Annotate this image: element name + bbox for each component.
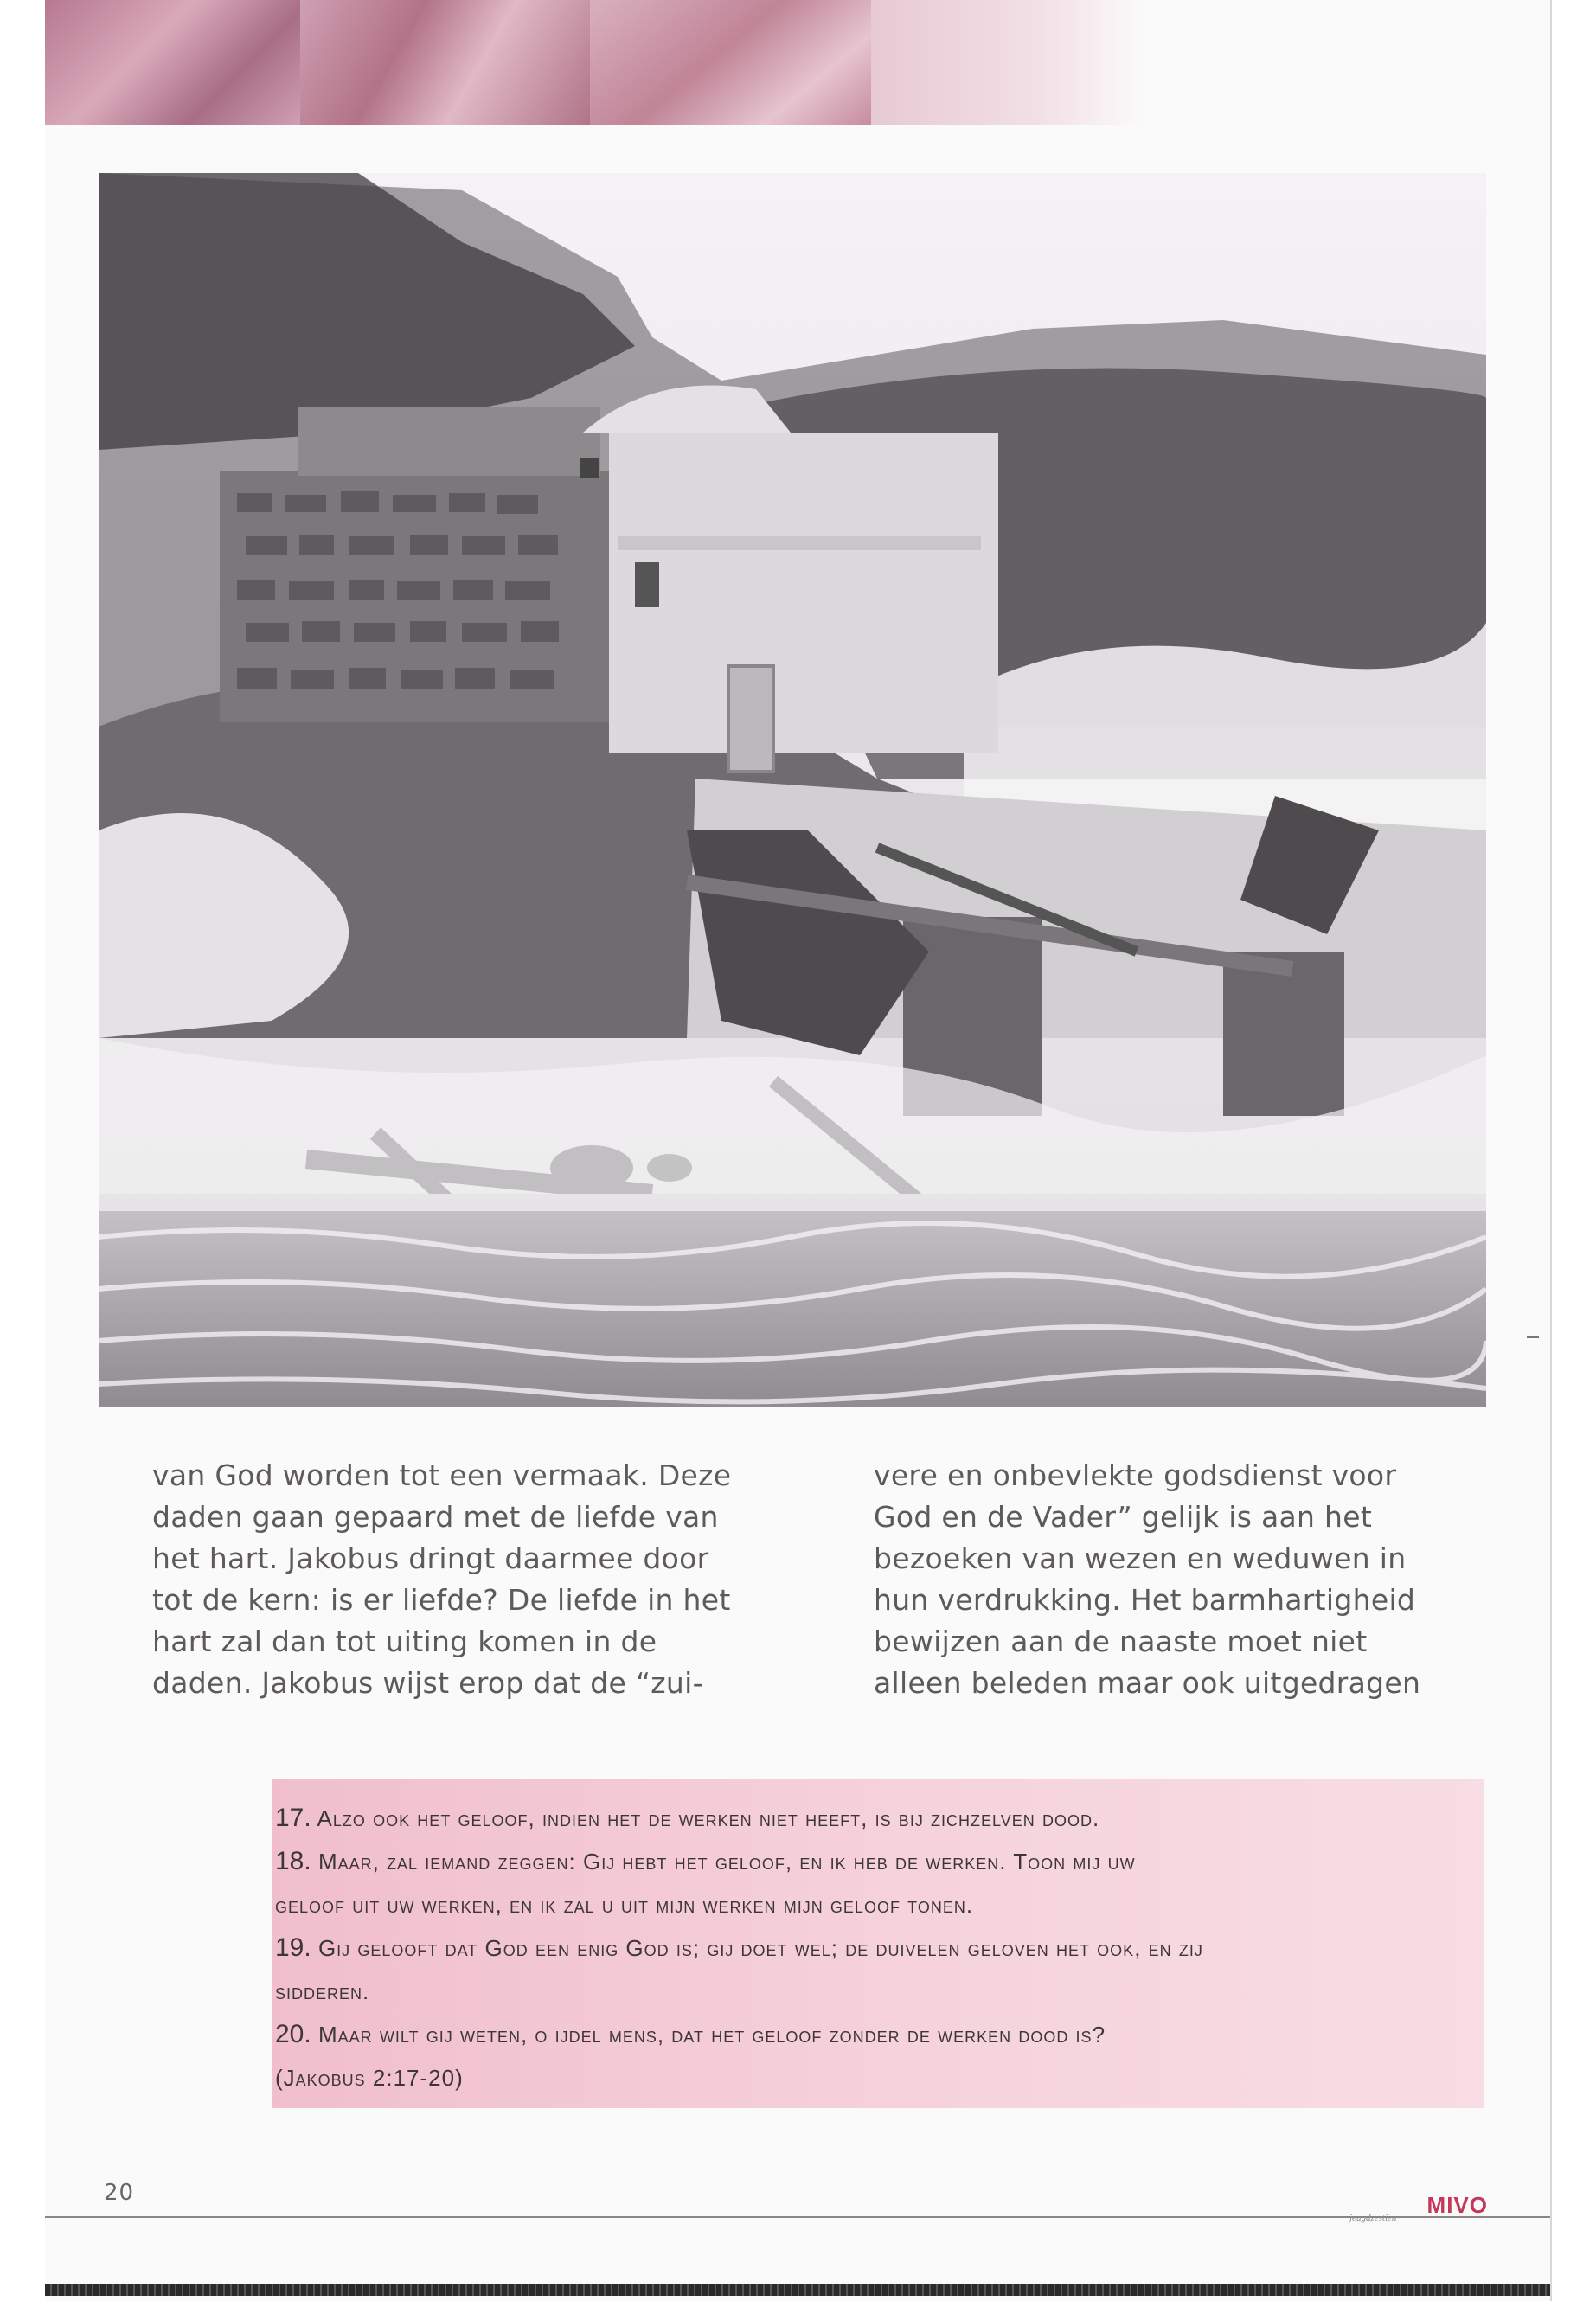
text-line: bewijzen aan de naaste moet niet [874, 1625, 1368, 1658]
header-photo [45, 0, 300, 125]
brand-logo [1349, 2192, 1488, 2227]
storm-house-illustration [99, 173, 1486, 1407]
header-photo [590, 0, 871, 125]
text-line: het hart. Jakobus dringt daarmee door [152, 1541, 709, 1575]
text-line: daden. Jakobus wijst erop dat de “zui- [152, 1666, 703, 1700]
header-photo [300, 0, 590, 125]
verse-line: 18. Maar, zal iemand zeggen: Gij hebt het geloof, en ik heb de werken. Toon mij uw [275, 1847, 1136, 1875]
text-line: vere en onbevlekte godsdienst voor [874, 1458, 1397, 1492]
verse-line: 19. Gij gelooft dat God een enig God is; gij doet wel; de duivelen geloven het ook, en zij [275, 1933, 1203, 1962]
crop-mark [1527, 1336, 1539, 1338]
text-line: hart zal dan tot uiting komen in de [152, 1625, 657, 1658]
text-line: God en de Vader” gelijk is aan het [874, 1500, 1373, 1534]
bible-verse-box [272, 1779, 1484, 2108]
header-photo-strip [45, 0, 1144, 125]
text-line: alleen beleden maar ook uitgedragen [874, 1666, 1421, 1700]
verse-reference: (Jakobus 2:17-20) [275, 2065, 464, 2091]
verse-line: 17. Alzo ook het geloof, indien het de werken niet heeft, is bij zichzelven dood. [275, 1804, 1100, 1832]
verse-line: sidderen. [275, 1978, 370, 2004]
brand-name: MIVO [1426, 2192, 1488, 2218]
header-photo [871, 0, 1144, 125]
verse-line: 20. Maar wilt gij weten, o ijdel mens, dat het geloof zonder de werken dood is? [275, 2020, 1106, 2048]
text-line: daden gaan gepaard met de liefde van [152, 1500, 719, 1534]
body-text-right-column [874, 1455, 1479, 1704]
footer-rule [45, 2216, 1550, 2218]
text-line: bezoeken van wezen en weduwen in [874, 1541, 1407, 1575]
body-text-left-column [152, 1455, 758, 1704]
text-line: van God worden tot een vermaak. Deze [152, 1458, 732, 1492]
brand-subtitle: jeugdzestien [1349, 2213, 1397, 2223]
page-number: 20 [104, 2180, 135, 2206]
text-line: tot de kern: is er liefde? De liefde in het [152, 1583, 731, 1617]
verse-line: geloof uit uw werken, en ik zal u uit mijn werken mijn geloof tonen. [275, 1892, 974, 1918]
page-edge-bar [45, 2284, 1550, 2296]
text-line: hun verdrukking. Het barmhartigheid [874, 1583, 1416, 1617]
